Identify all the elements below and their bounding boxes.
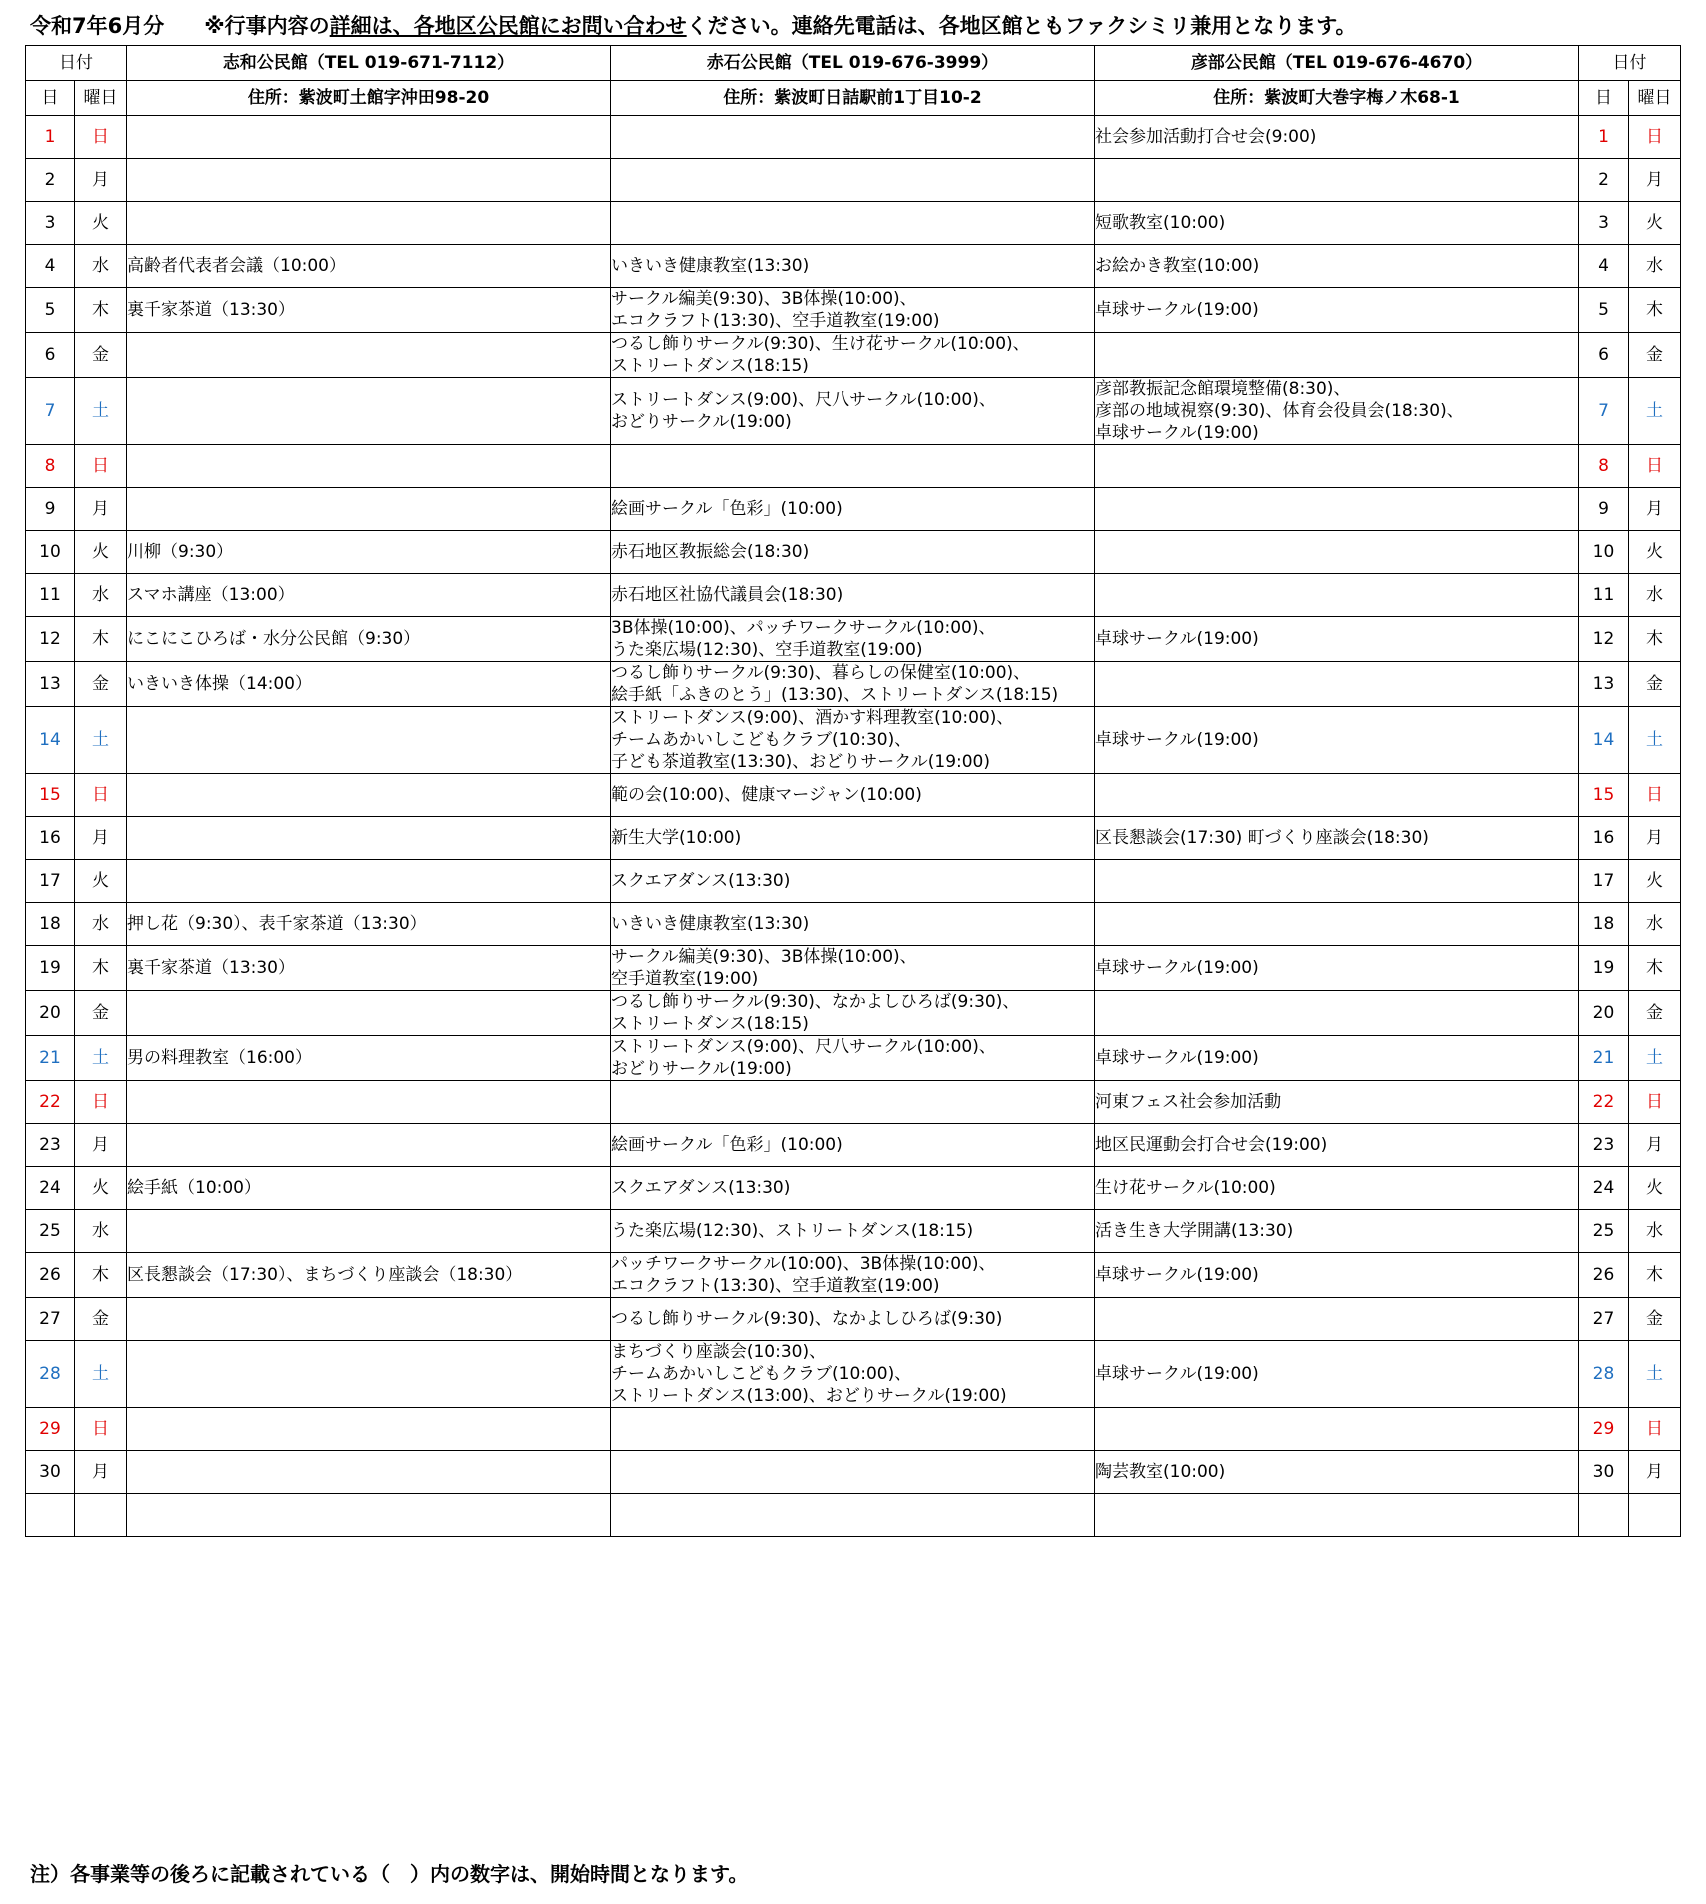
event-cell-shiwa <box>127 333 611 378</box>
day-label-left: 日 <box>26 81 75 116</box>
event-cell-shiwa <box>127 1341 611 1408</box>
event-cell-akaishi <box>611 159 1095 202</box>
event-cell-akaishi: まちづくり座談会(10:30)、 チームあかいしこどもクラブ(10:00)、 ストリートダンス(13:00)、おどりサークル(19:00) <box>611 1341 1095 1408</box>
weekday-right: 木 <box>1629 1253 1681 1298</box>
event-cell-shiwa <box>127 378 611 445</box>
event-cell-shiwa <box>127 774 611 817</box>
table-row <box>26 1036 1681 1081</box>
event-cell-hikobe: 卓球サークル(19:00) <box>1095 1341 1579 1408</box>
weekday-left: 土 <box>75 1036 127 1081</box>
day-label-right: 日 <box>1579 81 1629 116</box>
event-cell-hikobe: 彦部教振記念館環境整備(8:30)、 彦部の地域視察(9:30)、体育会役員会(18:30)、 卓球サークル(19:00) <box>1095 378 1579 445</box>
hall-address-hikobe: 住所：紫波町大巻字梅ノ木68-1 <box>1095 81 1579 116</box>
weekday-left: 月 <box>75 159 127 202</box>
weekday-left: 金 <box>75 991 127 1036</box>
event-cell-hikobe <box>1095 774 1579 817</box>
header-row-addresses <box>26 81 1681 116</box>
empty-cell <box>26 1494 75 1537</box>
weekday-left: 土 <box>75 707 127 774</box>
day-number-right: 10 <box>1579 531 1629 574</box>
event-cell-shiwa: にこにこひろば・水分公民館（9:30） <box>127 617 611 662</box>
table-row <box>26 116 1681 159</box>
table-row <box>26 202 1681 245</box>
weekday-left: 日 <box>75 1408 127 1451</box>
day-number-left: 4 <box>26 245 75 288</box>
day-number-right: 3 <box>1579 202 1629 245</box>
event-cell-akaishi <box>611 445 1095 488</box>
table-row <box>26 1451 1681 1494</box>
event-cell-akaishi <box>611 1408 1095 1451</box>
weekday-right: 土 <box>1629 1036 1681 1081</box>
day-number-left: 24 <box>26 1167 75 1210</box>
event-cell-shiwa: 絵手紙（10:00） <box>127 1167 611 1210</box>
event-cell-shiwa <box>127 817 611 860</box>
empty-cell <box>1095 1494 1579 1537</box>
weekday-left: 日 <box>75 445 127 488</box>
day-number-left: 25 <box>26 1210 75 1253</box>
weekday-right: 火 <box>1629 531 1681 574</box>
table-row <box>26 617 1681 662</box>
day-number-right: 16 <box>1579 817 1629 860</box>
weekday-left: 月 <box>75 488 127 531</box>
weekday-left: 木 <box>75 288 127 333</box>
date-label-right: 日付 <box>1579 46 1681 81</box>
day-number-left: 5 <box>26 288 75 333</box>
event-cell-hikobe <box>1095 1298 1579 1341</box>
event-cell-shiwa <box>127 1210 611 1253</box>
event-cell-akaishi: 絵画サークル「色彩」(10:00) <box>611 488 1095 531</box>
weekday-left: 月 <box>75 1451 127 1494</box>
weekday-left: 金 <box>75 333 127 378</box>
weekday-right: 月 <box>1629 817 1681 860</box>
day-number-right: 18 <box>1579 903 1629 946</box>
event-cell-akaishi: 3B体操(10:00)、パッチワークサークル(10:00)、 うた楽広場(12:30)、空手道教室(19:00) <box>611 617 1095 662</box>
day-number-right: 14 <box>1579 707 1629 774</box>
event-cell-hikobe <box>1095 1408 1579 1451</box>
event-cell-hikobe <box>1095 333 1579 378</box>
event-cell-akaishi <box>611 202 1095 245</box>
weekday-left: 月 <box>75 1124 127 1167</box>
day-number-right: 4 <box>1579 245 1629 288</box>
event-cell-akaishi: 赤石地区教振総会(18:30) <box>611 531 1095 574</box>
weekday-left: 火 <box>75 531 127 574</box>
day-number-right: 6 <box>1579 333 1629 378</box>
event-cell-hikobe <box>1095 991 1579 1036</box>
day-number-left: 29 <box>26 1408 75 1451</box>
event-cell-shiwa: 川柳（9:30） <box>127 531 611 574</box>
day-number-left: 20 <box>26 991 75 1036</box>
table-row <box>26 1253 1681 1298</box>
weekday-right: 土 <box>1629 378 1681 445</box>
weekday-right: 月 <box>1629 159 1681 202</box>
event-cell-shiwa <box>127 488 611 531</box>
event-cell-akaishi: 範の会(10:00)、健康マージャン(10:00) <box>611 774 1095 817</box>
event-cell-hikobe <box>1095 488 1579 531</box>
event-cell-akaishi: つるし飾りサークル(9:30)、なかよしひろば(9:30)、 ストリートダンス(18:15) <box>611 991 1095 1036</box>
weekday-right: 金 <box>1629 1298 1681 1341</box>
day-number-right: 9 <box>1579 488 1629 531</box>
event-cell-akaishi: つるし飾りサークル(9:30)、なかよしひろば(9:30) <box>611 1298 1095 1341</box>
event-cell-akaishi: いきいき健康教室(13:30) <box>611 903 1095 946</box>
weekday-right: 金 <box>1629 333 1681 378</box>
day-number-left: 10 <box>26 531 75 574</box>
event-cell-akaishi: つるし飾りサークル(9:30)、生け花サークル(10:00)、 ストリートダンス(18:15) <box>611 333 1095 378</box>
day-number-left: 18 <box>26 903 75 946</box>
event-cell-shiwa: 押し花（9:30）、表千家茶道（13:30） <box>127 903 611 946</box>
weekday-left: 火 <box>75 1167 127 1210</box>
day-number-left: 6 <box>26 333 75 378</box>
event-cell-shiwa: 区長懇談会（17:30）、まちづくり座談会（18:30） <box>127 1253 611 1298</box>
event-cell-akaishi: うた楽広場(12:30)、ストリートダンス(18:15) <box>611 1210 1095 1253</box>
event-cell-akaishi <box>611 1451 1095 1494</box>
weekday-left: 木 <box>75 946 127 991</box>
day-number-left: 19 <box>26 946 75 991</box>
event-cell-shiwa <box>127 1081 611 1124</box>
hall-address-akaishi: 住所：紫波町日詰駅前1丁目10-2 <box>611 81 1095 116</box>
day-number-right: 30 <box>1579 1451 1629 1494</box>
event-cell-hikobe <box>1095 860 1579 903</box>
day-number-right: 12 <box>1579 617 1629 662</box>
day-number-right: 25 <box>1579 1210 1629 1253</box>
day-number-right: 5 <box>1579 288 1629 333</box>
event-cell-shiwa: いきいき体操（14:00） <box>127 662 611 707</box>
empty-cell <box>75 1494 127 1537</box>
weekday-left: 火 <box>75 202 127 245</box>
table-row <box>26 903 1681 946</box>
weekday-right: 日 <box>1629 774 1681 817</box>
hall-name-shiwa: 志和公民館（TEL 019-671-7112） <box>127 46 611 81</box>
event-cell-akaishi: 赤石地区社協代議員会(18:30) <box>611 574 1095 617</box>
day-number-right: 13 <box>1579 662 1629 707</box>
weekday-right: 火 <box>1629 860 1681 903</box>
day-number-right: 23 <box>1579 1124 1629 1167</box>
event-cell-akaishi: つるし飾りサークル(9:30)、暮らしの保健室(10:00)、 絵手紙「ふきのとう」(13:30)、ストリートダンス(18:15) <box>611 662 1095 707</box>
day-number-left: 23 <box>26 1124 75 1167</box>
day-number-right: 22 <box>1579 1081 1629 1124</box>
weekday-label-right: 曜日 <box>1629 81 1681 116</box>
weekday-left: 水 <box>75 245 127 288</box>
event-cell-shiwa: 裏千家茶道（13:30） <box>127 288 611 333</box>
day-number-left: 27 <box>26 1298 75 1341</box>
weekday-left: 土 <box>75 378 127 445</box>
event-cell-hikobe <box>1095 531 1579 574</box>
weekday-right: 木 <box>1629 946 1681 991</box>
weekday-label-left: 曜日 <box>75 81 127 116</box>
weekday-left: 水 <box>75 903 127 946</box>
weekday-left: 金 <box>75 662 127 707</box>
day-number-left: 2 <box>26 159 75 202</box>
table-row <box>26 860 1681 903</box>
weekday-right: 金 <box>1629 662 1681 707</box>
day-number-left: 8 <box>26 445 75 488</box>
table-row <box>26 333 1681 378</box>
event-cell-akaishi: スクエアダンス(13:30) <box>611 1167 1095 1210</box>
day-number-right: 11 <box>1579 574 1629 617</box>
weekday-left: 月 <box>75 817 127 860</box>
event-cell-shiwa <box>127 445 611 488</box>
table-row <box>26 574 1681 617</box>
event-cell-akaishi: ストリートダンス(9:00)、尺八サークル(10:00)、 おどりサークル(19:00) <box>611 1036 1095 1081</box>
event-cell-shiwa <box>127 159 611 202</box>
day-number-left: 15 <box>26 774 75 817</box>
weekday-left: 火 <box>75 860 127 903</box>
table-row <box>26 1081 1681 1124</box>
event-cell-shiwa <box>127 202 611 245</box>
event-cell-hikobe: 生け花サークル(10:00) <box>1095 1167 1579 1210</box>
event-cell-hikobe: 卓球サークル(19:00) <box>1095 707 1579 774</box>
table-row <box>26 662 1681 707</box>
event-cell-shiwa <box>127 707 611 774</box>
event-cell-hikobe <box>1095 574 1579 617</box>
weekday-right: 月 <box>1629 488 1681 531</box>
day-number-left: 12 <box>26 617 75 662</box>
event-cell-shiwa <box>127 991 611 1036</box>
event-cell-akaishi: ストリートダンス(9:00)、尺八サークル(10:00)、 おどりサークル(19:00) <box>611 378 1095 445</box>
table-row <box>26 774 1681 817</box>
weekday-right: 月 <box>1629 1451 1681 1494</box>
weekday-right: 日 <box>1629 116 1681 159</box>
event-cell-akaishi: サークル編美(9:30)、3B体操(10:00)、 エコクラフト(13:30)、空手道教室(19:00) <box>611 288 1095 333</box>
weekday-right: 日 <box>1629 1408 1681 1451</box>
table-row <box>26 1408 1681 1451</box>
weekday-right: 土 <box>1629 707 1681 774</box>
day-number-left: 30 <box>26 1451 75 1494</box>
table-row <box>26 946 1681 991</box>
event-cell-hikobe: 地区民運動会打合せ会(19:00) <box>1095 1124 1579 1167</box>
table-row <box>26 991 1681 1036</box>
day-number-left: 26 <box>26 1253 75 1298</box>
day-number-left: 16 <box>26 817 75 860</box>
day-number-right: 28 <box>1579 1341 1629 1408</box>
weekday-left: 日 <box>75 1081 127 1124</box>
event-cell-hikobe <box>1095 159 1579 202</box>
day-number-right: 26 <box>1579 1253 1629 1298</box>
table-row <box>26 707 1681 774</box>
event-cell-shiwa: 高齢者代表者会議（10:00） <box>127 245 611 288</box>
weekday-left: 木 <box>75 617 127 662</box>
day-number-right: 15 <box>1579 774 1629 817</box>
event-cell-shiwa <box>127 1408 611 1451</box>
day-number-right: 19 <box>1579 946 1629 991</box>
day-number-left: 9 <box>26 488 75 531</box>
weekday-right: 日 <box>1629 445 1681 488</box>
weekday-right: 水 <box>1629 245 1681 288</box>
event-cell-hikobe <box>1095 445 1579 488</box>
event-cell-shiwa: 裏千家茶道（13:30） <box>127 946 611 991</box>
weekday-right: 金 <box>1629 991 1681 1036</box>
empty-cell <box>1629 1494 1681 1537</box>
day-number-right: 8 <box>1579 445 1629 488</box>
table-row <box>26 159 1681 202</box>
table-row <box>26 1341 1681 1408</box>
day-number-left: 17 <box>26 860 75 903</box>
hall-address-shiwa: 住所：紫波町土館字沖田98-20 <box>127 81 611 116</box>
weekday-right: 火 <box>1629 1167 1681 1210</box>
table-row <box>26 288 1681 333</box>
event-cell-hikobe: 区長懇談会(17:30) 町づくり座談会(18:30) <box>1095 817 1579 860</box>
event-cell-hikobe: 陶芸教室(10:00) <box>1095 1451 1579 1494</box>
weekday-right: 水 <box>1629 903 1681 946</box>
day-number-left: 21 <box>26 1036 75 1081</box>
day-number-left: 11 <box>26 574 75 617</box>
day-number-right: 29 <box>1579 1408 1629 1451</box>
table-row <box>26 1298 1681 1341</box>
event-cell-hikobe: 卓球サークル(19:00) <box>1095 946 1579 991</box>
event-cell-shiwa: 男の料理教室（16:00） <box>127 1036 611 1081</box>
empty-cell <box>127 1494 611 1537</box>
weekday-right: 火 <box>1629 202 1681 245</box>
event-cell-hikobe: お絵かき教室(10:00) <box>1095 245 1579 288</box>
weekday-left: 土 <box>75 1341 127 1408</box>
footnote: 注）各事業等の後ろに記載されている（ ）内の数字は、開始時間となります。 <box>30 1862 749 1886</box>
day-number-right: 7 <box>1579 378 1629 445</box>
event-cell-hikobe: 卓球サークル(19:00) <box>1095 1036 1579 1081</box>
day-number-left: 3 <box>26 202 75 245</box>
event-cell-shiwa <box>127 1298 611 1341</box>
header-row-halls <box>26 46 1681 81</box>
weekday-right: 月 <box>1629 1124 1681 1167</box>
event-cell-shiwa <box>127 860 611 903</box>
weekday-right: 水 <box>1629 1210 1681 1253</box>
event-cell-hikobe <box>1095 662 1579 707</box>
day-number-left: 1 <box>26 116 75 159</box>
event-cell-hikobe: 短歌教室(10:00) <box>1095 202 1579 245</box>
weekday-right: 土 <box>1629 1341 1681 1408</box>
day-number-right: 27 <box>1579 1298 1629 1341</box>
notice-underlined: 詳細は、各地区公民館にお問い合わせ <box>329 14 687 38</box>
table-row <box>26 531 1681 574</box>
weekday-right: 水 <box>1629 574 1681 617</box>
table-row <box>26 245 1681 288</box>
day-number-right: 21 <box>1579 1036 1629 1081</box>
day-number-right: 17 <box>1579 860 1629 903</box>
date-label-left: 日付 <box>26 46 127 81</box>
page-header <box>30 10 1690 42</box>
day-number-right: 20 <box>1579 991 1629 1036</box>
event-cell-akaishi: サークル編美(9:30)、3B体操(10:00)、 空手道教室(19:00) <box>611 946 1095 991</box>
table-row-empty <box>26 1494 1681 1537</box>
day-number-right: 2 <box>1579 159 1629 202</box>
weekday-left: 日 <box>75 116 127 159</box>
table-row <box>26 1167 1681 1210</box>
event-cell-akaishi: いきいき健康教室(13:30) <box>611 245 1095 288</box>
hall-name-hikobe: 彦部公民館（TEL 019-676-4670） <box>1095 46 1579 81</box>
schedule-table <box>25 45 1681 1537</box>
notice-prefix: ※行事内容の <box>204 14 330 38</box>
event-cell-hikobe <box>1095 903 1579 946</box>
weekday-left: 水 <box>75 1210 127 1253</box>
day-number-right: 24 <box>1579 1167 1629 1210</box>
table-row <box>26 817 1681 860</box>
table-row <box>26 1210 1681 1253</box>
day-number-left: 14 <box>26 707 75 774</box>
event-cell-akaishi: 絵画サークル「色彩」(10:00) <box>611 1124 1095 1167</box>
event-cell-akaishi: ストリートダンス(9:00)、酒かす料理教室(10:00)、 チームあかいしこどもクラブ(10:30)、 子ども茶道教室(13:30)、おどりサークル(19:00) <box>611 707 1095 774</box>
event-cell-akaishi <box>611 116 1095 159</box>
event-cell-shiwa <box>127 1451 611 1494</box>
table-row <box>26 445 1681 488</box>
event-cell-hikobe: 河東フェス社会参加活動 <box>1095 1081 1579 1124</box>
event-cell-hikobe: 活き生き大学開講(13:30) <box>1095 1210 1579 1253</box>
notice-suffix: ください。連絡先電話は、各地区館ともファクシミリ兼用となります。 <box>686 14 1357 38</box>
event-cell-shiwa <box>127 1124 611 1167</box>
weekday-left: 日 <box>75 774 127 817</box>
event-cell-akaishi: スクエアダンス(13:30) <box>611 860 1095 903</box>
weekday-left: 木 <box>75 1253 127 1298</box>
weekday-right: 日 <box>1629 1081 1681 1124</box>
day-number-left: 28 <box>26 1341 75 1408</box>
day-number-left: 13 <box>26 662 75 707</box>
event-cell-hikobe: 卓球サークル(19:00) <box>1095 1253 1579 1298</box>
event-cell-shiwa <box>127 116 611 159</box>
table-row <box>26 1124 1681 1167</box>
event-cell-akaishi <box>611 1081 1095 1124</box>
weekday-right: 木 <box>1629 617 1681 662</box>
event-cell-hikobe: 卓球サークル(19:00) <box>1095 288 1579 333</box>
schedule-body <box>26 116 1681 1537</box>
period-title: 令和7年6月分 <box>30 14 165 38</box>
weekday-left: 金 <box>75 1298 127 1341</box>
hall-name-akaishi: 赤石公民館（TEL 019-676-3999） <box>611 46 1095 81</box>
day-number-right: 1 <box>1579 116 1629 159</box>
event-cell-akaishi: パッチワークサークル(10:00)、3B体操(10:00)、 エコクラフト(13:30)、空手道教室(19:00) <box>611 1253 1095 1298</box>
empty-cell <box>611 1494 1095 1537</box>
table-row <box>26 378 1681 445</box>
event-cell-akaishi: 新生大学(10:00) <box>611 817 1095 860</box>
event-cell-shiwa: スマホ講座（13:00） <box>127 574 611 617</box>
weekday-right: 木 <box>1629 288 1681 333</box>
day-number-left: 22 <box>26 1081 75 1124</box>
event-cell-hikobe: 卓球サークル(19:00) <box>1095 617 1579 662</box>
event-cell-hikobe: 社会参加活動打合せ会(9:00) <box>1095 116 1579 159</box>
day-number-left: 7 <box>26 378 75 445</box>
weekday-left: 水 <box>75 574 127 617</box>
empty-cell <box>1579 1494 1629 1537</box>
table-row <box>26 488 1681 531</box>
